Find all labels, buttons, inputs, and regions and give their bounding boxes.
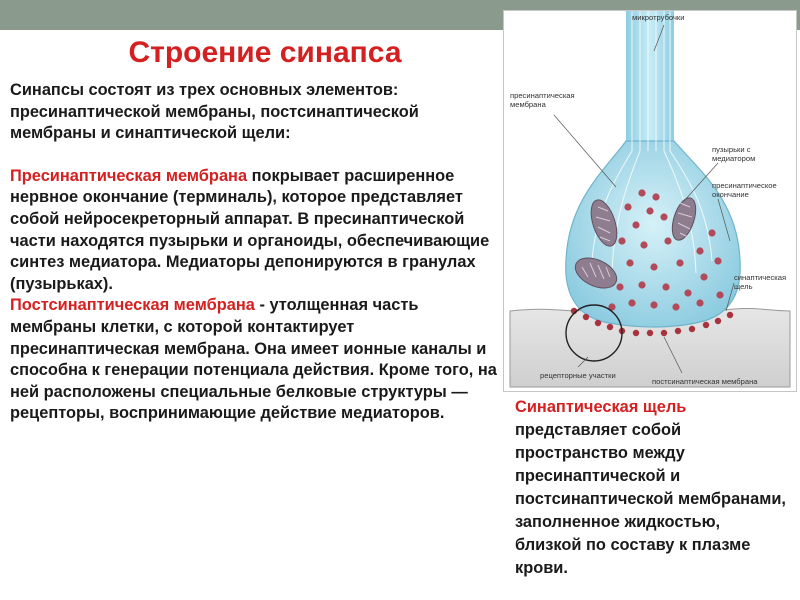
cleft-term: Синаптическая щель [515,398,687,416]
label-receptor-sites: рецепторные участки [540,371,616,380]
postsynaptic-paragraph [10,295,500,425]
label-postsynaptic-membrane: постсинаптическая мембрана [652,377,758,386]
postsynaptic-description: - утолщенная часть мембраны клетки, с которой контактирует пресинаптическая мембрана. Она имеет ионные каналы и способна к генерации потенциала действия. Кроме того, на ней расположены специальные белковые структуры — рецепторы, воспринимающие действие медиаторов. [10,296,497,423]
presynaptic-term: Пресинаптическая мембрана [10,166,248,185]
right-text-block [515,396,790,580]
synapse-diagram [503,10,797,392]
synapse-illustration [504,11,796,391]
postsynaptic-term: Постсинаптическая мембрана [10,296,255,315]
label-synaptic-cleft: синаптическая щель [734,273,787,291]
cleft-description: представляет собой пространство между пресинаптической и постсинаптической мембранами, заполненное жидкостью, близкой по составу к плазме крови. [515,421,786,577]
presynaptic-description: покрывает расширенное нервное окончание (терминаль), которое представляет собой нейросекреторный аппарат. В пресинаптической части находятся пузырьки и органоиды, обеспечивающие синтез медиатора. Медиаторы депонируются в гранулах (пузырьках). [10,166,490,293]
label-presynaptic-membrane: пресинаптическая мембрана [510,91,575,109]
intro-paragraph: Синапсы состоят из трех основных элементов: пресинаптической мембраны, постсинаптической мембраны и синаптической щели: [10,81,419,143]
label-vesicles: пузырьки с медиатором [712,145,756,163]
slide-title: Строение синапса [128,36,402,69]
presynaptic-paragraph [10,166,500,296]
left-text-block [10,80,500,425]
label-microtubules: микротрубочки [632,13,685,22]
label-presynaptic-ending: пресинаптическое окончание [712,181,777,199]
cleft-paragraph [515,396,790,580]
